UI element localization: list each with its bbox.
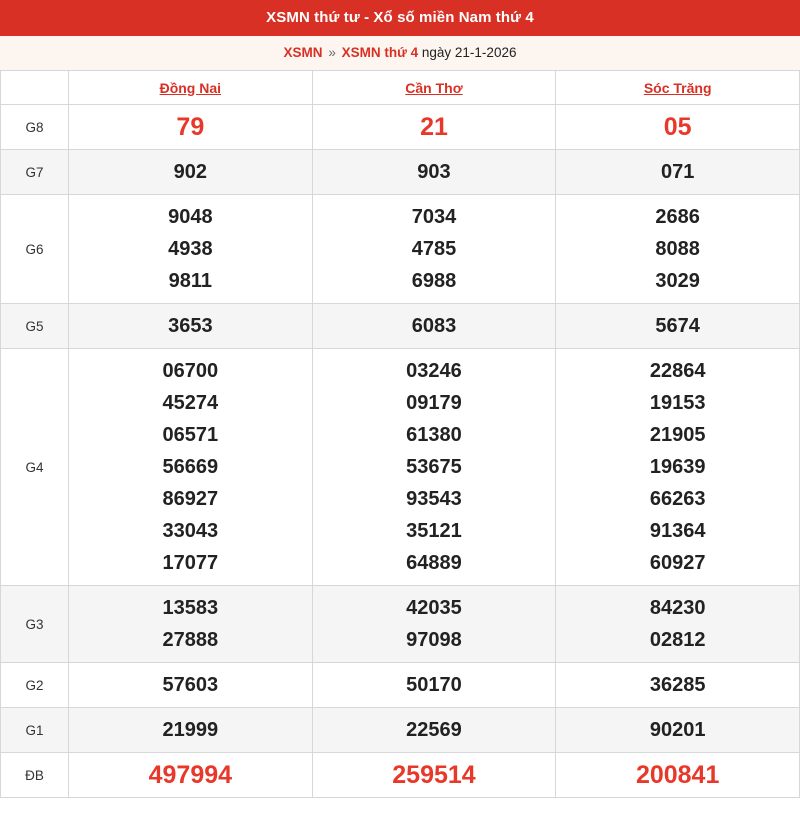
prize-number: 50170: [406, 674, 462, 696]
prize-number: 903: [417, 161, 451, 183]
prize-number: 66263: [649, 488, 706, 510]
prize-cell-G2-2: [556, 663, 800, 708]
prize-number: 02812: [649, 629, 706, 651]
prize-cell-G4-1: [312, 349, 556, 586]
prize-number: 5674: [655, 315, 700, 337]
prize-cell-G5-1: [312, 304, 556, 349]
prize-number: 64889: [406, 552, 462, 574]
table-row: [1, 349, 800, 586]
prize-number: 259514: [392, 761, 476, 789]
prize-cell-G6-2: [556, 195, 800, 304]
prize-number: 497994: [148, 761, 233, 789]
prize-cell-G5-0: [69, 304, 313, 349]
table-row: [1, 105, 800, 150]
prize-cell-G3-2: [556, 586, 800, 663]
row-label-header: [1, 71, 69, 105]
prize-number: 86927: [162, 488, 219, 510]
prize-number: 3029: [655, 270, 700, 292]
page-title: XSMN thứ tư - Xổ số miền Nam thứ 4: [0, 0, 800, 36]
prize-number: 21905: [649, 424, 706, 446]
prize-label-G4: G4: [1, 349, 69, 586]
breadcrumb: [0, 36, 800, 70]
prize-number: 071: [660, 161, 695, 183]
prize-cell-G1-0: [69, 708, 313, 753]
prize-label-G7: G7: [1, 150, 69, 195]
prize-number: 60927: [649, 552, 706, 574]
breadcrumb-separator: »: [328, 45, 336, 60]
prize-number: 33043: [162, 520, 219, 542]
prize-number: 09179: [406, 392, 462, 414]
prize-cell-G6-1: [312, 195, 556, 304]
prize-label-G1: G1: [1, 708, 69, 753]
prize-number: 06700: [162, 360, 219, 382]
prize-number: 57603: [162, 674, 219, 696]
prize-cell-G1-2: [556, 708, 800, 753]
prize-cell-G7-2: [556, 150, 800, 195]
province-link-2[interactable]: Sóc Trăng: [643, 79, 712, 96]
prize-number: 902: [173, 161, 208, 183]
prize-cell-G3-0: [69, 586, 313, 663]
prize-number: 91364: [649, 520, 706, 542]
breadcrumb-link-xsmn-thu4[interactable]: XSMN thứ 4: [341, 45, 419, 60]
prize-number: 22569: [406, 719, 462, 741]
prize-cell-G4-2: [556, 349, 800, 586]
table-header-row: [1, 71, 800, 105]
prize-number: 27888: [162, 629, 219, 651]
prize-label-G2: G2: [1, 663, 69, 708]
prize-number: 6083: [411, 315, 457, 337]
prize-cell-G6-0: [69, 195, 313, 304]
prize-number: 4785: [411, 238, 457, 260]
prize-cell-G4-0: [69, 349, 313, 586]
prize-cell-ĐB-1: [312, 753, 556, 798]
prize-number: 6988: [411, 270, 457, 292]
prize-cell-ĐB-2: [556, 753, 800, 798]
prize-number: 17077: [162, 552, 219, 574]
table-row: [1, 304, 800, 349]
province-header-0: [69, 71, 313, 105]
prize-number: 3653: [168, 315, 213, 337]
lottery-results-table: [0, 70, 800, 798]
prize-cell-G5-2: [556, 304, 800, 349]
table-row: [1, 586, 800, 663]
prize-cell-G3-1: [312, 586, 556, 663]
prize-label-G6: G6: [1, 195, 69, 304]
prize-number: 36285: [649, 674, 706, 696]
province-link-1[interactable]: Cần Thơ: [405, 79, 463, 96]
prize-number: 61380: [406, 424, 462, 446]
prize-number: 7034: [411, 206, 457, 228]
prize-cell-G2-0: [69, 663, 313, 708]
table-row: [1, 708, 800, 753]
prize-cell-G1-1: [312, 708, 556, 753]
prize-number: 03246: [406, 360, 462, 382]
prize-number: 4938: [168, 238, 213, 260]
prize-number: 2686: [655, 206, 700, 228]
table-row: [1, 150, 800, 195]
province-link-0[interactable]: Đồng Nai: [159, 79, 222, 96]
prize-number: 06571: [162, 424, 219, 446]
prize-number: 97098: [406, 629, 462, 651]
prize-label-G8: G8: [1, 105, 69, 150]
prize-number: 35121: [406, 520, 462, 542]
prize-cell-G7-0: [69, 150, 313, 195]
prize-cell-G8-0: [69, 105, 313, 150]
prize-number: 79: [176, 113, 205, 141]
prize-cell-G8-2: [556, 105, 800, 150]
prize-label-ĐB: ĐB: [1, 753, 69, 798]
prize-cell-G2-1: [312, 663, 556, 708]
prize-label-G3: G3: [1, 586, 69, 663]
table-row: [1, 663, 800, 708]
prize-cell-G7-1: [312, 150, 556, 195]
prize-number: 200841: [635, 761, 720, 789]
table-row: [1, 753, 800, 798]
prize-number: 9048: [168, 206, 213, 228]
prize-number: 21999: [162, 719, 219, 741]
prize-number: 19639: [649, 456, 706, 478]
province-header-2: [556, 71, 800, 105]
prize-cell-ĐB-0: [69, 753, 313, 798]
prize-number: 8088: [655, 238, 700, 260]
prize-number: 53675: [406, 456, 462, 478]
breadcrumb-date: ngày 21-1-2026: [421, 45, 517, 60]
prize-number: 45274: [162, 392, 219, 414]
prize-number: 42035: [406, 597, 462, 619]
prize-number: 90201: [649, 719, 706, 741]
prize-number: 56669: [162, 456, 219, 478]
prize-number: 21: [420, 113, 448, 141]
prize-number: 22864: [649, 360, 706, 382]
breadcrumb-link-xsmn[interactable]: XSMN: [283, 45, 323, 60]
prize-number: 93543: [406, 488, 462, 510]
province-header-1: [312, 71, 556, 105]
prize-number: 13583: [162, 597, 219, 619]
table-body: [1, 105, 800, 798]
prize-number: 05: [663, 113, 692, 141]
prize-number: 84230: [649, 597, 706, 619]
prize-label-G5: G5: [1, 304, 69, 349]
prize-cell-G8-1: [312, 105, 556, 150]
table-row: [1, 195, 800, 304]
prize-number: 19153: [649, 392, 706, 414]
prize-number: 9811: [168, 270, 213, 292]
